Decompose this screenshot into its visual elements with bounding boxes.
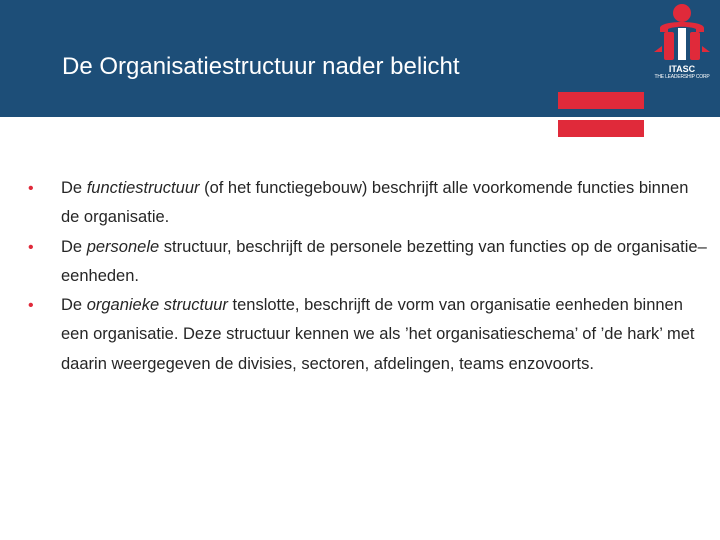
- bullet-marker-icon: •: [28, 180, 34, 197]
- bullet-marker-icon: •: [28, 297, 34, 315]
- itasc-logo: [650, 2, 714, 82]
- accent-bar-bottom: [558, 120, 644, 137]
- bullet-emphasis: functiestructuur: [86, 179, 200, 197]
- bullet-emphasis: organieke structuur: [86, 296, 228, 315]
- bullet-text-post: tenslotte, beschrijft de vorm van organisatie eenheden binnen een organisatie. Deze structuur kennen we als ’het organisatieschema’ of ’de hark’ met daarin weergegeven de divisies, sectoren, afdelingen, teams enzovoorts.: [61, 296, 695, 373]
- slide-title: De Organisatiestructuur nader belicht: [62, 53, 460, 80]
- itasc-logo-icon: [650, 2, 714, 64]
- logo-name: ITASC: [668, 64, 696, 74]
- bullet-text-post: structuur, beschrijft de personele bezetting van functies op de organisatie–eenheden.: [61, 237, 707, 285]
- bullet-item-functiestructuur: [28, 174, 708, 233]
- bullet-text-pre: De: [61, 296, 87, 315]
- bullet-list: [28, 174, 708, 379]
- bullet-marker-icon: •: [28, 238, 34, 256]
- bullet-emphasis: personele: [86, 237, 160, 256]
- bullet-text-pre: De: [61, 179, 87, 197]
- logo-tagline: THE LEADERSHIP CORP: [654, 74, 710, 80]
- bullet-text-pre: De: [61, 237, 87, 256]
- bullet-item-organieke: [28, 291, 708, 379]
- accent-bar-top: [558, 92, 644, 109]
- bullet-text-post: (of het functiegebouw) beschrijft alle voorkomende functies binnen de organisatie.: [61, 179, 689, 227]
- bullet-item-personele: [28, 233, 708, 292]
